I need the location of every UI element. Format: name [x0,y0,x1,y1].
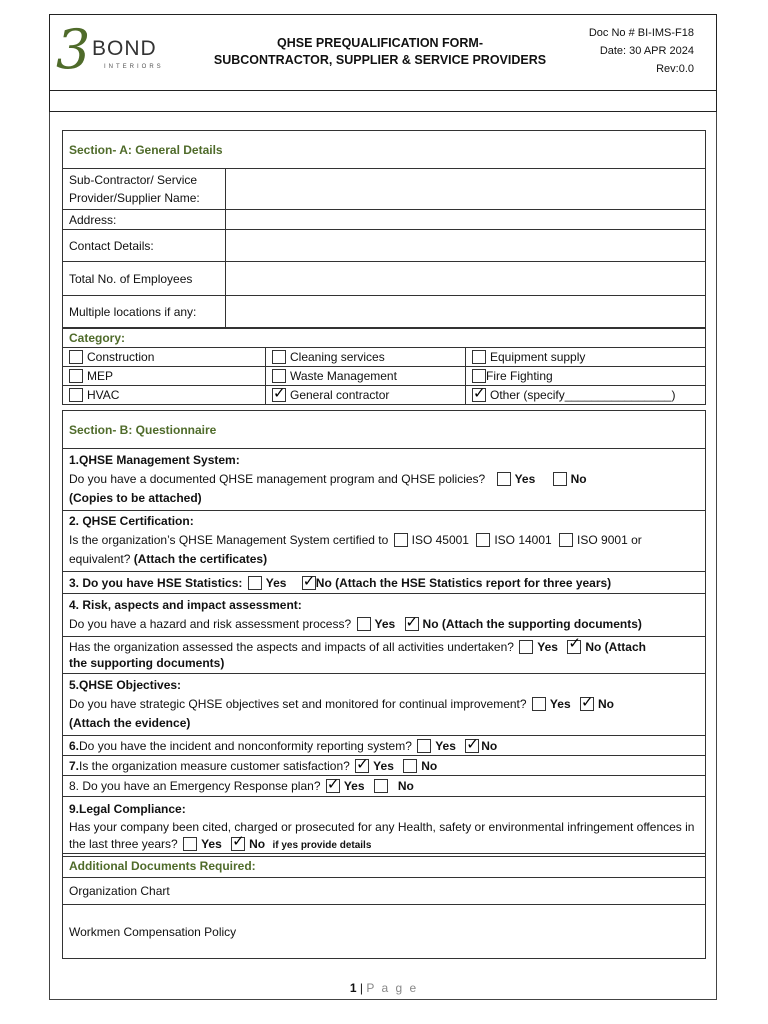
q4-title: 4. Risk, aspects and impact assessment: [69,598,302,612]
field-label-locations: Multiple locations if any: [63,296,226,328]
q6-no-checkbox[interactable] [465,739,479,753]
field-value-employees[interactable] [226,262,706,296]
category-fire[interactable] [466,367,706,386]
q1-no-checkbox[interactable] [553,472,567,486]
additional-documents-table [62,853,706,959]
q7-yes-checkbox[interactable] [355,759,369,773]
q8-yes-checkbox[interactable] [326,779,340,793]
q5-text: Do you have strategic QHSE objectives set and monitored for continual improvement? [69,697,527,711]
q5-no-checkbox[interactable] [580,697,594,711]
q4b-note: No (Attach [585,640,646,654]
q1-note: (Copies to be attached) [69,491,202,505]
q9-no-label: No [249,837,266,851]
question-2 [63,511,706,572]
doc-revision: Rev:0.0 [656,63,694,75]
category-label: Construction [87,350,155,364]
q5-yes-label: Yes [549,697,571,711]
logo-subtitle: INTERIORS [104,64,164,70]
field-label-address: Address: [63,210,226,230]
q8-no-label: No [397,779,414,793]
q1-yes-label: Yes [514,472,536,486]
field-value-contact[interactable] [226,230,706,262]
q9-note: if yes provide details [272,840,372,851]
q6-number: 6. [69,738,80,753]
field-label-name: Sub-Contractor/ Service Provider/Supplier Name: [63,169,226,210]
checkbox[interactable] [272,350,286,364]
q6-text: Do you have the incident and nonconformity reporting system? [79,738,412,753]
q3-yes-checkbox[interactable] [248,576,262,590]
checkbox-checked[interactable] [472,388,486,402]
checkbox[interactable] [69,369,83,383]
page-separator: | [359,981,363,995]
category-label: Other (specify________________) [490,388,676,402]
category-label: Equipment supply [490,350,586,364]
question-4 [63,594,706,637]
q8-no-checkbox[interactable] [374,779,388,793]
doc-meta [589,24,694,78]
question-1 [63,449,706,511]
question-5 [63,674,706,736]
field-label-contact: Contact Details: [63,230,226,262]
field-label-employees: Total No. of Employees [63,262,226,296]
checkbox[interactable] [69,388,83,402]
question-9 [63,797,706,857]
q3-yes-label: Yes [265,575,287,590]
field-value-address[interactable] [226,210,706,230]
q7-number: 7. [69,758,80,773]
doc-date: Date: 30 APR 2024 [599,45,694,57]
category-equipment[interactable] [466,348,706,367]
form-title-line2: SUBCONTRACTOR, SUPPLIER & SERVICE PROVIDERS [213,53,547,67]
category-cleaning[interactable] [266,348,466,367]
q3-note: No (Attach the HSE Statistics report for three years) [315,575,612,590]
section-a-title: Section- A: General Details [63,131,706,169]
q4-yes-checkbox[interactable] [357,617,371,631]
q3-text: 3. Do you have HSE Statistics: [69,575,243,590]
q4-text: Do you have a hazard and risk assessment process? [69,617,352,631]
category-title: Category: [63,329,706,348]
q1-yes-checkbox[interactable] [497,472,511,486]
q4b-text: Has the organization assessed the aspects and impacts of all activities undertaken? [69,640,514,654]
q9-title: 9.Legal Compliance: [69,802,186,816]
question-3 [63,572,706,594]
category-table [62,328,706,405]
category-label: Fire Fighting [486,369,553,383]
field-value-name[interactable] [226,169,706,210]
q5-note: (Attach the evidence) [69,716,191,730]
section-b-table [62,410,706,857]
form-title [200,35,560,69]
section-b-title: Section- B: Questionnaire [63,411,706,449]
checkbox[interactable] [472,369,486,383]
q4b-yes-checkbox[interactable] [519,640,533,654]
q2-note: (Attach the certificates) [133,552,268,566]
doc-number: Doc No # BI-IMS-F18 [588,27,694,39]
category-label: Waste Management [290,369,397,383]
question-7 [63,756,706,776]
q6-yes-label: Yes [435,738,456,753]
q4-note: No (Attach the supporting documents) [422,617,642,631]
category-general[interactable] [266,386,466,405]
q4b-note2: the supporting documents) [69,656,225,670]
additional-item-workmen-comp: Workmen Compensation Policy [63,905,706,959]
q1-text: Do you have a documented QHSE management program and QHSE policies? [69,472,486,486]
logo-mark: 3 [56,18,91,81]
q7-text: Is the organization measure customer satisfaction? [79,758,350,773]
q5-yes-checkbox[interactable] [532,697,546,711]
q2-iso14001-label: ISO 14001 [494,533,552,547]
q3-no-checkbox[interactable] [302,576,316,590]
q8-yes-label: Yes [343,779,365,793]
company-logo [56,18,166,81]
field-value-locations[interactable] [226,296,706,328]
q2-iso9001-checkbox[interactable] [559,533,573,547]
q4-yes-label: Yes [374,617,396,631]
question-4b [63,637,706,674]
page-word: P a g e [366,981,419,995]
q1-no-label: No [570,472,587,486]
q9-yes-checkbox[interactable] [183,837,197,851]
category-mep[interactable] [63,367,266,386]
additional-title: Additional Documents Required: [63,854,706,878]
q6-no-label: No [481,738,498,753]
q2-iso9001-label: ISO 9001 or [577,533,642,547]
q7-no-checkbox[interactable] [403,759,417,773]
category-hvac[interactable] [63,386,266,405]
q8-text: 8. Do you have an Emergency Response plan? [69,779,321,793]
page-footer [0,981,768,995]
q2-title: 2. QHSE Certification: [69,514,194,528]
category-label: MEP [87,369,114,383]
q5-no-label: No [597,697,614,711]
page-number: 1 [349,981,357,995]
question-8 [63,776,706,797]
q2-text2: equivalent? [69,552,131,566]
q9-text: Has your company been cited, charged or prosecuted for any Health, safety or environmental infringement offences in the last three years? [69,820,695,851]
q1-title: 1.QHSE Management System: [69,453,240,467]
checkbox[interactable] [69,350,83,364]
q9-no-checkbox[interactable] [231,837,245,851]
q7-yes-label: Yes [373,758,394,773]
additional-item-org-chart: Organization Chart [63,878,706,905]
header-blank-bar [49,90,717,112]
checkbox-checked[interactable] [272,388,286,402]
checkbox[interactable] [272,369,286,383]
question-6 [63,736,706,756]
checkbox[interactable] [472,350,486,364]
logo-name: BOND [92,37,157,60]
category-label: General contractor [290,388,390,402]
category-waste[interactable] [266,367,466,386]
q2-iso14001-checkbox[interactable] [476,533,490,547]
q6-yes-checkbox[interactable] [417,739,431,753]
category-other[interactable] [466,386,706,405]
section-a-table [62,130,706,328]
document-header [49,14,717,91]
category-construction[interactable] [63,348,266,367]
q2-iso45001-checkbox[interactable] [394,533,408,547]
q2-iso45001-label: ISO 45001 [411,533,469,547]
q2-text: Is the organization’s QHSE Management System certified to [69,533,389,547]
category-label: HVAC [87,388,120,402]
q9-yes-label: Yes [201,837,222,851]
q4b-yes-label: Yes [537,640,558,654]
category-label: Cleaning services [290,350,385,364]
q4-no-checkbox[interactable] [405,617,419,631]
form-title-line1: QHSE PREQUALIFICATION FORM- [276,36,483,50]
q5-title: 5.QHSE Objectives: [69,678,182,692]
q7-no-label: No [421,758,438,773]
q4b-no-checkbox[interactable] [567,640,581,654]
